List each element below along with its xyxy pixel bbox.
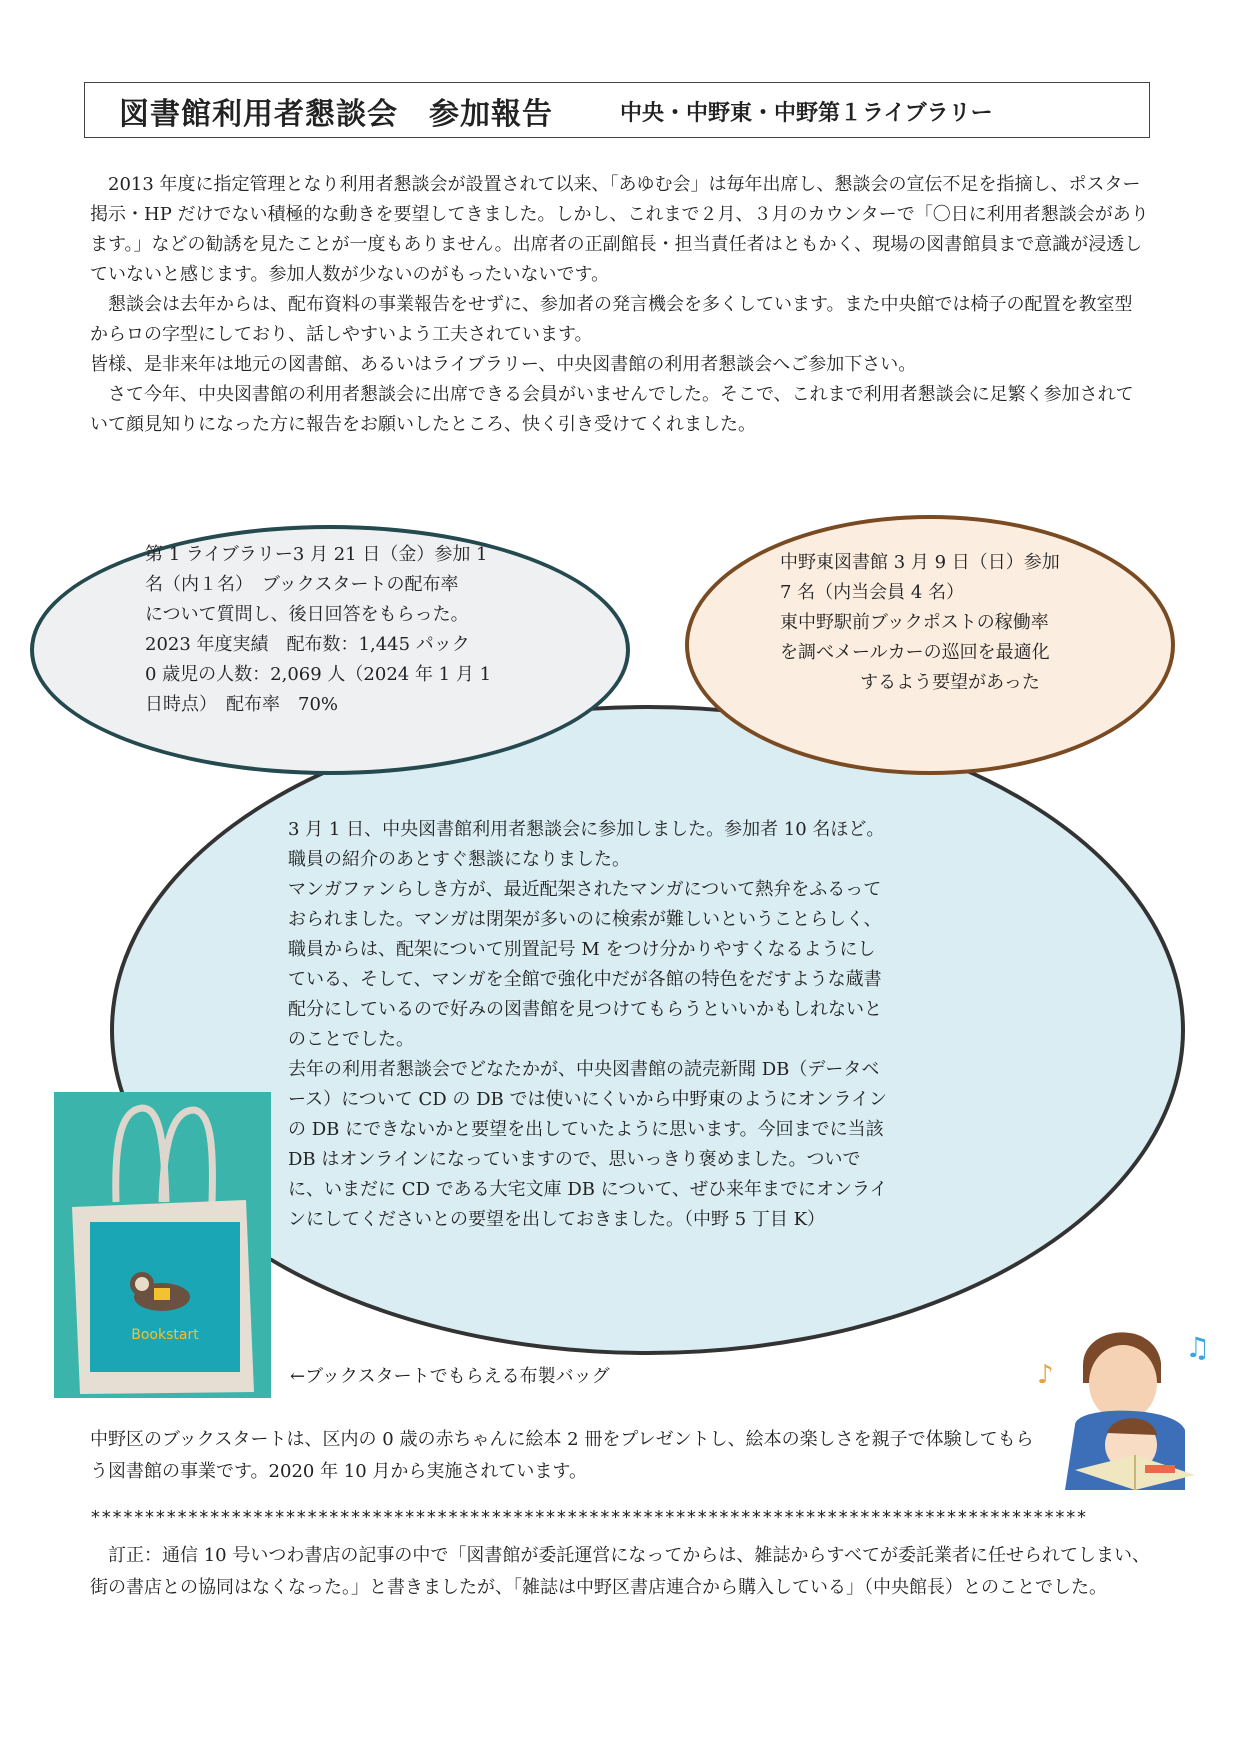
center-line: おられました。マンガは閉架が多いのに検索が難しいということらしく、 (288, 909, 882, 930)
intro-paragraph-2: 懇談会は去年からは、配布資料の事業報告をせずに、参加者の発言機会を多くしています。また中央館では椅子の配置を教室型からロの字型にしており、話しやすいよう工夫されています。 (90, 294, 1133, 345)
intro-paragraph-4: さて今年、中央図書館の利用者懇談会に出席できる会員がいませんでした。そこで、これまで利用者懇談会に足繁く参加されていて顔見知りになった方に報告をお願いしたところ、快く引き受けてくれました。 (90, 384, 1134, 435)
center-line: 3 月 1 日、中央図書館利用者懇談会に参加しました。参加者 10 名ほど。 (288, 819, 885, 840)
left-line: 2023 年度実績 配布数：1,445 パック (145, 634, 470, 655)
left-bubble-text (145, 540, 565, 720)
right-line: 東中野駅前ブックポストの稼働率 (780, 612, 1049, 633)
left-line: について質問し、後日回答をもらった。 (145, 604, 469, 625)
svg-text:♫: ♫ (1185, 1331, 1211, 1364)
center-line: に、いまだに CD である大宅文庫 DB について、ぜひ来年までにオンライ (288, 1179, 888, 1200)
title-box (84, 82, 1150, 138)
center-line: DB はオンラインになっていますので、思いっきり褒めました。ついで (288, 1149, 861, 1170)
parent-child-reading-icon (1035, 1305, 1220, 1490)
center-line: の DB にできないかと要望を出していたように思います。今回までに当該 (288, 1119, 884, 1140)
parent-reading-illustration (1035, 1305, 1220, 1490)
center-line: 職員の紹介のあとすぐ懇談になりました。 (288, 849, 630, 870)
intro-paragraph-3: 皆様、是非来年は地元の図書館、あるいはライブラリー、中央図書館の利用者懇談会へご参加下さい。 (90, 354, 917, 375)
left-line: 0 歳児の人数：2,069 人（2024 年 1 月 1 (145, 664, 492, 685)
page-title: 図書館利用者懇談会 参加報告 (119, 97, 553, 132)
correction-section (90, 1540, 1150, 1604)
bag-caption: ←ブックスタートでもらえる布製バッグ (290, 1366, 610, 1387)
right-line: するよう要望があった (860, 672, 1040, 693)
center-line: 職員からは、配架について別置記号 M をつけ分かりやすくなるようにし (288, 939, 876, 960)
intro-section (90, 170, 1150, 440)
left-line: 名（内１名） ブックスタートの配布率 (145, 574, 459, 595)
intro-paragraph-1: 2013 年度に指定管理となり利用者懇談会が設置されて以来、「あゆむ会」は毎年出席し、懇談会の宣伝不足を指摘し、ポスター掲示・HP だけでない積極的な動きを要望してきました。しかし、これまで２月、３月のカウンターで「〇日に利用者懇談会があります。」などの勧誘を見たことが一度もありません。出席者の正副館長・担当責任者はともかく、現場の図書館員まで意識が浸透していないと感じます。参加人数が少ないのがもったいないです。 (90, 174, 1149, 285)
center-line: 配分にしているので好みの図書館を見つけてもらうといいかもしれないと (288, 999, 882, 1020)
right-line: 中野東図書館 3 月 9 日（日）参加 (780, 552, 1060, 573)
left-line: 第 1 ライブラリー3 月 21 日（金）参加 1 (145, 544, 488, 565)
bookstart-bag-photo (54, 1092, 271, 1398)
right-bubble-text (780, 548, 1120, 698)
right-line: を調べメールカーの巡回を最適化 (780, 642, 1050, 663)
center-line: ース）について CD の DB では使いにくいから中野東のようにオンライン (288, 1089, 887, 1110)
page-subtitle: 中央・中野東・中野第１ライブラリー (620, 101, 993, 126)
center-line: のことでした。 (288, 1029, 414, 1050)
section-divider: ******************************************************************************************** (90, 1507, 1087, 1528)
center-bubble-text (288, 815, 1028, 1235)
center-line: マンガファンらしき方が、最近配架されたマンガについて熱弁をふるって (288, 879, 882, 900)
correction-text: 訂正：通信 10 号いつわ書店の記事の中で「図書館が委託運営になってからは、雑誌からすべてが委託業者に任せられてしまい、街の書店との協同はなくなった。」と書きましたが、「雑誌は中野区書店連合から購入している」（中央館長）とのことでした。 (90, 1545, 1150, 1598)
svg-text:♪: ♪ (1037, 1360, 1054, 1390)
center-line: ンにしてくださいとの要望を出しておきました。（中野 5 丁目 K） (288, 1209, 826, 1230)
bookstart-note: 中野区のブックスタートは、区内の 0 歳の赤ちゃんに絵本 2 冊をプレゼントし、絵本の楽しさを親子で体験してもらう図書館の事業です。2020 年 10 月から実施されています。 (90, 1429, 1034, 1482)
left-line: 日時点） 配布率 70% (145, 694, 339, 715)
right-line: 7 名（内当会員 4 名） (780, 582, 965, 603)
bag-logo-text: Bookstart (131, 1327, 199, 1343)
center-line: ている、そして、マンガを全館で強化中だが各館の特色をだすような蔵書 (288, 969, 882, 990)
center-line: 去年の利用者懇談会でどなたかが、中央図書館の読売新聞 DB（データベ (288, 1059, 880, 1080)
tote-bag-icon (54, 1092, 271, 1398)
